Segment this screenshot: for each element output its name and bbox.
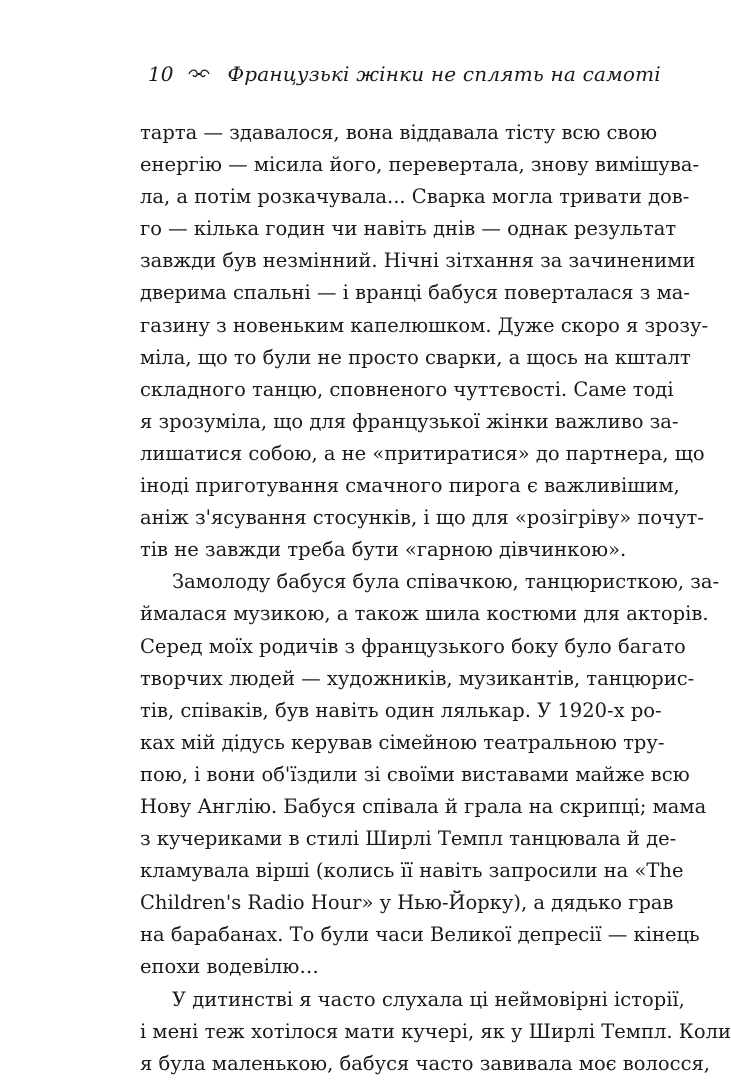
running-title: Французькі жінки не сплять на самоті [227,62,661,86]
text-line: складного танцю, сповненого чуттєвості. Саме тоді [140,377,674,401]
text-line: пою, і вони об'їздили зі своїми виставами майже всю [140,762,690,786]
text-line: тів не завжди треба бути «гарною дівчинкою». [140,538,627,562]
text-line: аніж з'ясування стосунків, і що для «розігріву» почут- [140,506,704,530]
running-header [148,60,661,88]
text-line: Нову Англію. Бабуся співала й грала на скрипці; мама [140,794,707,818]
text-line: тарта — здавалося, вона віддавала тісту всю свою [140,121,658,144]
page-number: 10 [148,62,174,86]
text-line: кламувала вірші (колись її навіть запросили на «The [140,859,684,883]
text-line: У дитинстві я часто слухала ці неймовірні історії, [172,987,685,1011]
text-line: Замолоду бабуся була співачкою, танцюристкою, за- [172,570,720,594]
text-line: завжди був незмінний. Нічні зітхання за зачиненими [140,249,696,273]
text-line: на барабанах. То були часи Великої депресії — кінець [140,923,700,947]
text-line: Серед моїх родичів з французького боку було багато [140,634,686,658]
text-line: Children's Radio Hour» у Нью-Йорку), а дядько грав [140,891,674,915]
body-text [140,117,731,1080]
text-line: я була маленькою, бабуся часто завивала моє волосся, [140,1051,710,1075]
text-line: іноді приготування смачного пирога є важливішим, [140,474,680,498]
text-line: ках мій дідусь керував сімейною театральною тру- [140,730,665,754]
flourish-ornament-icon [187,67,211,81]
text-line: творчих людей — художників, музикантів, танцюрис- [140,666,695,690]
text-line: ла, а потім розкачувала... Сварка могла тривати дов- [140,185,690,209]
text-line: тів, співаків, був навіть один лялькар. У 1920-х ро- [140,698,662,722]
text-line: і мені теж хотілося мати кучері, як у Ширлі Темпл. Коли [140,1019,731,1043]
text-line: ймалася музикою, а також шила костюми для акторів. [140,602,709,626]
text-line: з кучериками в стилі Ширлі Темпл танцювала й де- [140,827,677,851]
text-line: я зрозуміла, що для французької жінки важливо за- [140,409,679,433]
text-line: газину з новеньким капелюшком. Дуже скоро я зрозу- [140,313,709,337]
text-line: лишатися собою, а не «притиратися» до партнера, що [140,441,705,465]
text-line: енергію — місила його, перевертала, знову вимішува- [140,153,700,177]
text-line: го — кілька годин чи навіть днів — однак результат [140,217,677,241]
text-line: епохи водевілю… [140,955,319,979]
text-line: дверима спальні — і вранці бабуся поверталася з ма- [140,281,690,305]
text-line: міла, що то були не просто сварки, а щось на кшталт [140,345,691,369]
